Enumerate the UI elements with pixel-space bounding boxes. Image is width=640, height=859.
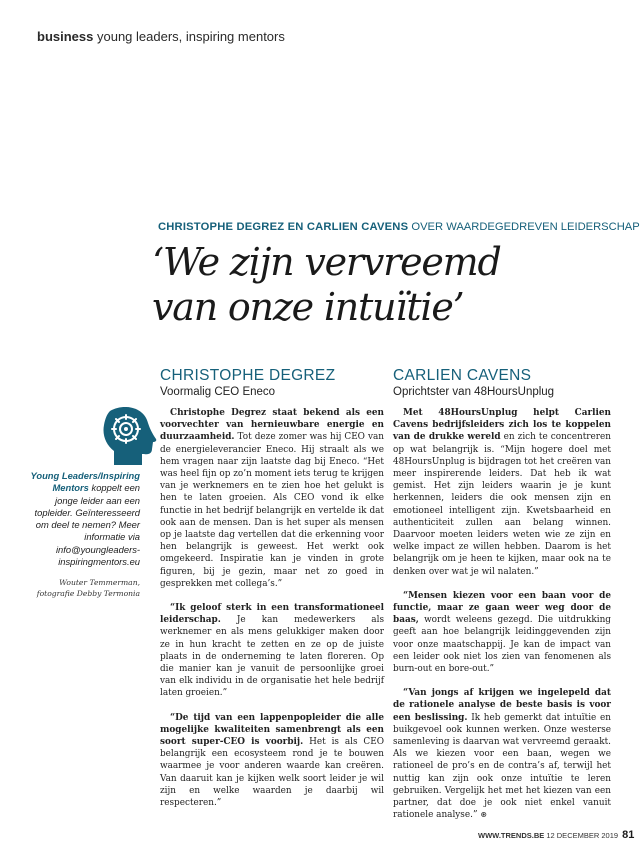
left-column-header [160,367,380,400]
credit-photographer: fotografie Debby Termonia [36,589,140,598]
sidebar-brand: Young Leaders/Inspiring Mentors [30,470,140,494]
left-paragraph-2-text: Je kan medewerkers als werknemer en als mens gelukkiger maken door ze in hun kracht te zetten en ze op de juiste plaats in de onderneming te laten floreren. Op die manier kan je vanuit de persoonlijke groei van elk individu in de organisatie het hele bedrijf laten groeien.” [160,615,384,699]
left-paragraph-3-lead: “De tijd van een lappenpopleider die alle mogelijke kwaliteiten samenbrengt als een soort super-CEO is voorbij. [160,712,384,748]
article-headline [152,240,612,330]
kicker-topic: OVER WAARDEGEDREVEN LEIDERSCHAP [411,221,640,233]
left-column-body [160,407,384,809]
section-name: business [37,29,94,44]
footer-site: WWW.TRENDS.BE [478,831,545,840]
end-mark-icon: ⊛ [480,810,488,820]
footer-date: 12 DECEMBER 2019 [546,831,619,840]
right-column-header [393,367,613,400]
article-kicker [158,221,640,233]
right-column-body [393,407,611,822]
page-number: 81 [622,829,635,841]
right-paragraph-3 [393,687,611,821]
right-paragraph-2-text: wordt weleens gezegd. Die uitdrukking geeft aan hoe belangrijk leidinggevenden zijn voor onze maatschappij. Je kan de impact van een leider ook niet los zien van fenomenen als burn-out en bore-out.” [393,615,611,675]
right-person-name: CARLIEN CAVENS [393,367,532,384]
right-person-role: Oprichtster van 48HoursUnplug [393,386,555,398]
right-paragraph-2-lead: “Mensen kiezen voor een baan voor de functie, maar ze gaan weer weg door de baas, [393,590,611,626]
left-paragraph-1-lead: Christophe Degrez staat bekend als een voorvechter van hernieuwbare energie en duurzaamheid. [160,408,384,443]
head-profile-icon [96,405,168,467]
right-paragraph-2 [393,590,611,675]
photo-credit [28,577,140,599]
left-paragraph-3-text: Het is als CEO belangrijk een ecosysteem rond je te bouwen waarmee je voor anderen waarde kan creëren. Van daaruit kan je kijken welk soort leider je wil zijn en welke waarden je daarbij wil respecteren.” [160,737,384,809]
left-paragraph-2-lead: “Ik geloof sterk in een transformationeel leiderschap. [160,603,384,626]
section-label [37,29,285,44]
headline-line-2: van onze intuïtie’ [152,285,464,329]
left-person-name: CHRISTOPHE DEGREZ [160,367,336,384]
right-paragraph-1 [393,407,611,578]
sidebar-body: koppelt een jonge leider aan een topleider. Geïnteresseerd om deel te nemen? Meer informatie via info@youngleaders-inspiringmentors.eu [34,482,140,568]
left-paragraph-1 [160,407,384,590]
headline-line-1: ‘We zijn vervreemd [152,240,501,284]
right-paragraph-1-lead: Met 48HoursUnplug helpt Carlien Cavens bedrijfsleiders zich los te koppelen van de drukke wereld [393,408,611,443]
right-paragraph-1-text: en zich te concentreren op wat belangrijk is. “Mijn hogere doel met 48HoursUnplug is bijdragen tot het creëren van meer inspirerende leiders. Dat heb ik wat gemist. Het zijn leiders waarin je je kunt herkennen, leiders die ook mensen zijn en emotioneel intelligent zijn. Kwetsbaarheid en authenticiteit zullen aan belang winnen. Daarvoor moeten leiders weten wie ze zijn en welke impact ze willen hebben. Daarom is het belangrijk om je heen te kijken, maar ook na te denken over wat je wil nalaten.” [393,432,611,577]
credit-author: Wouter Temmerman, [59,578,140,587]
left-paragraph-1-text: Tot deze zomer was hij CEO van de energieleverancier Eneco. Hij straalt als we hem vragen naar zijn laatste dag bij Eneco. “Het was heel fijn op zo’n moment iets terug te krijgen van je werknemers en te zien hoe het gelukt is hen te laten groeien. Als CEO vond ik elke functie in het bedrijf belangrijk en vertelde ik dat ook aan de mensen. Dan is het super als mensen op je laatste dag vertellen dat die erkenning voor hen belangrijk is geweest. Het werkt ook omgekeerd. Inspiratie kan je vinden in grote figuren, bij je gezin, maar net zo goed in gesprekken met collega’s.” [160,432,385,589]
sidebar-description [28,470,140,568]
right-paragraph-3-lead: “Van jongs af krijgen we ingelepeld dat de rationele analyse de beste basis is voor een beslissing. [393,688,611,723]
right-paragraph-3-text: Ik heb gemerkt dat intuïtie en buikgevoel ook kunnen werken. Onze westerse samenleving is daarvan wat vervreemd geraakt. Als we kiezen voor een baan, wegen we rationeel de pro’s en de contra’s af, terwijl het nuttig kan zijn ook onze intuïtie te leren gebruiken. Vergelijk het met het kiezen van een partner, dat doe je ook niet enkel vanuit rationele analyse.” [393,712,611,821]
kicker-names: CHRISTOPHE DEGREZ EN CARLIEN CAVENS [158,221,409,233]
left-person-role: Voormalig CEO Eneco [160,386,276,398]
page-footer [478,829,634,841]
left-paragraph-2 [160,602,384,700]
section-subtitle: young leaders, inspiring mentors [96,29,285,44]
left-paragraph-3 [160,712,384,810]
